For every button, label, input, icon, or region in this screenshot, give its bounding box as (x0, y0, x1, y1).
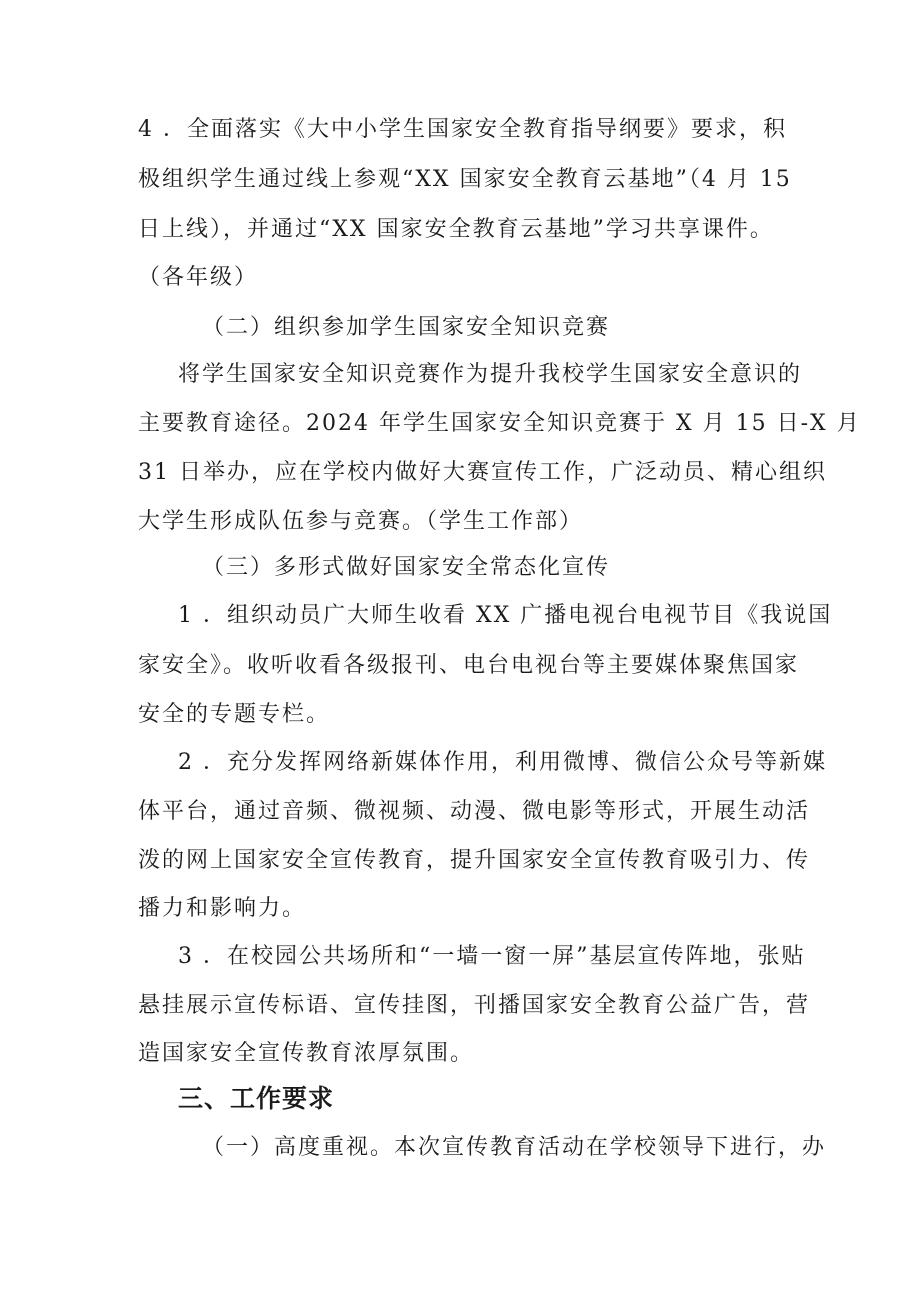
item4-line-3: 日上线），并通过“XX 国家安全教育云基地”学习共享课件。 (138, 217, 774, 242)
section3-item1-line-1: 1 ．组织动员广大师生收看 XX 广播电视台电视节目《我说国 (178, 603, 833, 628)
section3-item2-line-3: 泼的网上国家安全宣传教育，提升国家安全宣传教育吸引力、传 (138, 848, 811, 873)
section2-heading: （二）组织参加学生国家安全知识竞赛 (202, 315, 611, 340)
section3-item2-line-4: 播力和影响力。 (138, 896, 307, 921)
item4-line-2: 极组织学生通过线上参观“XX 国家安全教育云基地”（4 月 15 (138, 167, 792, 192)
section3-item1-line-2: 家安全》。收听收看各级报刊、电台电视台等主要媒体聚焦国家 (138, 653, 800, 678)
item4-line-4: （各年级） (138, 265, 259, 290)
item4-line-1: 4 ．全面落实《大中小学生国家安全教育指导纲要》要求，积 (138, 117, 787, 142)
section3-item2-line-2: 体平台，通过音频、微视频、动漫、微电影等形式，开展生动活 (138, 799, 811, 824)
part3-first-line: （一）高度重视。本次宣传教育活动在学校领导下进行，办 (202, 1135, 827, 1160)
section3-item1-line-3: 安全的专题专栏。 (138, 702, 331, 727)
section3-item3-line-2: 悬挂展示宣传标语、宣传挂图，刊播国家安全教育公益广告，营 (138, 993, 811, 1018)
section3-item2-line-1: 2 ．充分发挥网络新媒体作用，利用微博、微信公众号等新媒 (178, 750, 827, 775)
section3-heading: （三）多形式做好国家安全常态化宣传 (202, 555, 611, 580)
section3-item3-line-1: 3 ．在校园公共场所和“一墙一窗一屏”基层宣传阵地，张贴 (178, 944, 806, 969)
section2-line-2: 主要教育途径。2024 年学生国家安全知识竞赛于 X 月 15 日-X 月 (138, 411, 861, 436)
section2-line-1: 将学生国家安全知识竞赛作为提升我校学生国家安全意识的 (178, 362, 803, 387)
part3-heading: 三、工作要求 (178, 1084, 335, 1113)
section3-item3-line-3: 造国家安全宣传教育浓厚氛围。 (138, 1041, 475, 1066)
section2-line-3: 31 日举办，应在学校内做好大赛宣传工作，广泛动员、精心组织 (138, 460, 827, 485)
section2-line-4: 大学生形成队伍参与竞赛。（学生工作部） (138, 509, 584, 534)
